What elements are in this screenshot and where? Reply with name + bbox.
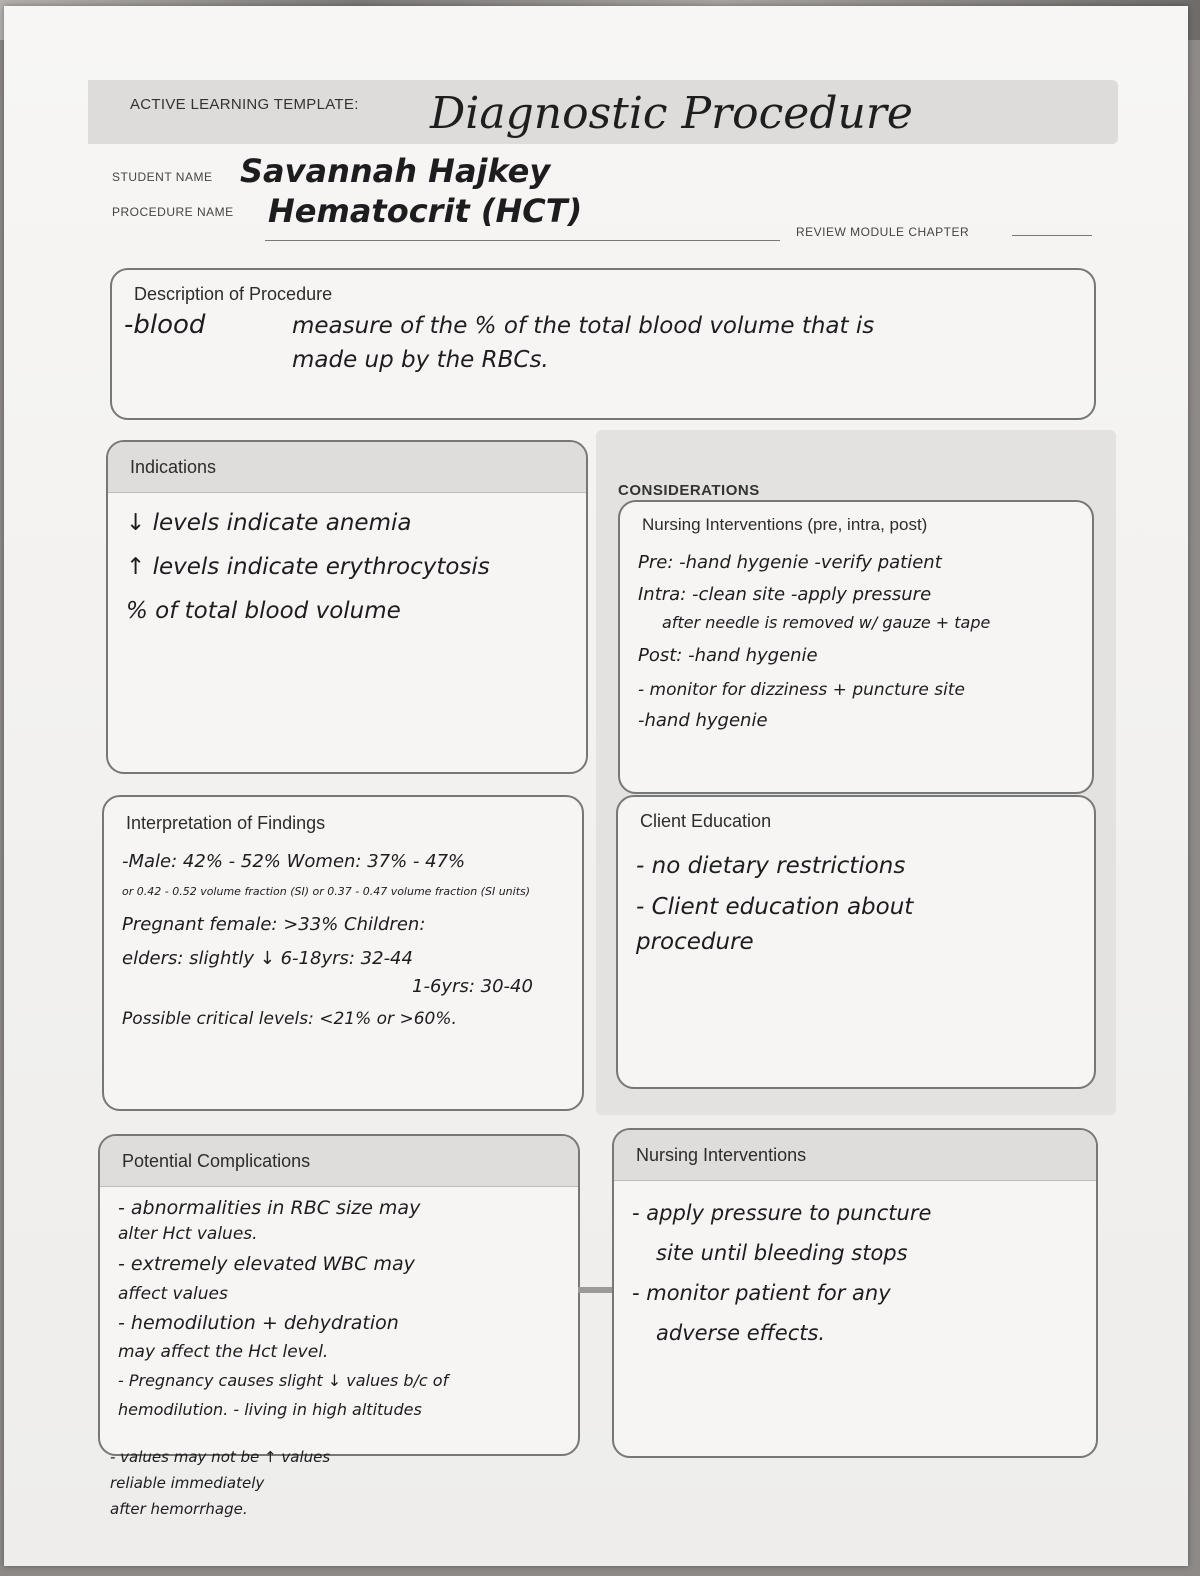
nursing-interventions-line-4: adverse effects. xyxy=(656,1321,826,1345)
nursing-pip-line-3: after needle is removed w/ gauze + tape xyxy=(662,613,991,632)
complications-line-7: - Pregnancy causes slight ↓ values b/c of xyxy=(118,1371,449,1390)
complications-line-8: hemodilution. - living in high altitudes xyxy=(118,1400,422,1419)
complications-line-4: affect values xyxy=(118,1284,228,1304)
description-box xyxy=(110,268,1096,420)
indications-line-2: ↑ levels indicate erythrocytosis xyxy=(126,554,490,580)
interpretation-heading: Interpretation of Findings xyxy=(126,813,326,833)
complications-line-5: - hemodilution + dehydration xyxy=(118,1312,399,1334)
nursing-interventions-pre-intra-post-box xyxy=(618,500,1094,794)
nursing-interventions-line-3: - monitor patient for any xyxy=(632,1281,891,1305)
interpretation-line-6: Possible critical levels: <21% or >60%. xyxy=(122,1009,457,1029)
review-module-label: REVIEW MODULE CHAPTER xyxy=(796,225,970,239)
nursing-pip-line-4: Post: -hand hygenie xyxy=(638,645,818,666)
complications-line-9: - values may not be ↑ values xyxy=(110,1448,331,1466)
indications-box xyxy=(106,440,588,774)
complications-heading: Potential Complications xyxy=(100,1136,578,1187)
client-education-line-1: - no dietary restrictions xyxy=(636,853,906,879)
nursing-pip-line-5: - monitor for dizziness + puncture site xyxy=(638,680,966,700)
interpretation-line-2: or 0.42 - 0.52 volume fraction (SI) or 0.37 - 0.47 volume fraction (SI units) xyxy=(122,885,531,898)
box-connector xyxy=(578,1287,616,1293)
indications-heading: Indications xyxy=(108,442,586,493)
procedure-name-label: PROCEDURE NAME xyxy=(112,205,234,219)
interpretation-line-3: Pregnant female: >33% Children: xyxy=(122,914,426,935)
template-title: Diagnostic Procedure xyxy=(430,88,913,139)
nursing-interventions-line-2: site until bleeding stops xyxy=(656,1241,908,1265)
complications-line-11: after hemorrhage. xyxy=(110,1500,248,1518)
interpretation-line-4: elders: slightly ↓ 6-18yrs: 32-44 xyxy=(122,948,413,969)
description-line-1: measure of the % of the total blood volume that is xyxy=(292,313,875,339)
client-education-line-3: procedure xyxy=(636,929,754,955)
complications-line-3: - extremely elevated WBC may xyxy=(118,1253,415,1275)
nursing-interventions-pre-intra-post-heading: Nursing Interventions (pre, intra, post) xyxy=(642,515,928,534)
description-heading: Description of Procedure xyxy=(134,284,333,304)
procedure-name-value: Hematocrit (HCT) xyxy=(268,192,583,230)
nursing-pip-line-1: Pre: -hand hygenie -verify patient xyxy=(638,552,942,573)
student-name-value: Savannah Hajkey xyxy=(240,152,551,190)
client-education-heading: Client Education xyxy=(640,811,772,831)
template-label: ACTIVE LEARNING TEMPLATE: xyxy=(130,96,359,113)
interpretation-line-1: -Male: 42% - 52% Women: 37% - 47% xyxy=(122,851,466,872)
nursing-interventions-heading: Nursing Interventions xyxy=(614,1130,1096,1181)
interpretation-line-5: 1-6yrs: 30-40 xyxy=(412,976,533,997)
complications-overflow xyxy=(110,1444,330,1522)
indications-line-3: % of total blood volume xyxy=(126,598,401,624)
interpretation-box xyxy=(102,795,584,1111)
procedure-name-line xyxy=(265,240,780,241)
complications-line-2: alter Hct values. xyxy=(118,1224,258,1244)
description-prefix: -blood xyxy=(124,310,206,340)
complications-box xyxy=(98,1134,580,1456)
complications-line-1: - abnormalities in RBC size may xyxy=(118,1197,421,1219)
student-name-label: STUDENT NAME xyxy=(112,170,213,184)
considerations-heading: CONSIDERATIONS xyxy=(618,482,760,499)
review-module-line xyxy=(1012,235,1092,236)
nursing-interventions-line-1: - apply pressure to puncture xyxy=(632,1201,932,1225)
client-education-line-2: - Client education about xyxy=(636,894,914,920)
description-line-2: made up by the RBCs. xyxy=(292,347,549,373)
client-education-box xyxy=(616,795,1096,1089)
nursing-interventions-box xyxy=(612,1128,1098,1458)
complications-line-10: reliable immediately xyxy=(110,1474,265,1492)
nursing-pip-line-6: -hand hygenie xyxy=(638,710,768,731)
indications-line-1: ↓ levels indicate anemia xyxy=(126,510,412,536)
complications-line-6: may affect the Hct level. xyxy=(118,1342,329,1362)
nursing-pip-line-2: Intra: -clean site -apply pressure xyxy=(638,584,932,605)
